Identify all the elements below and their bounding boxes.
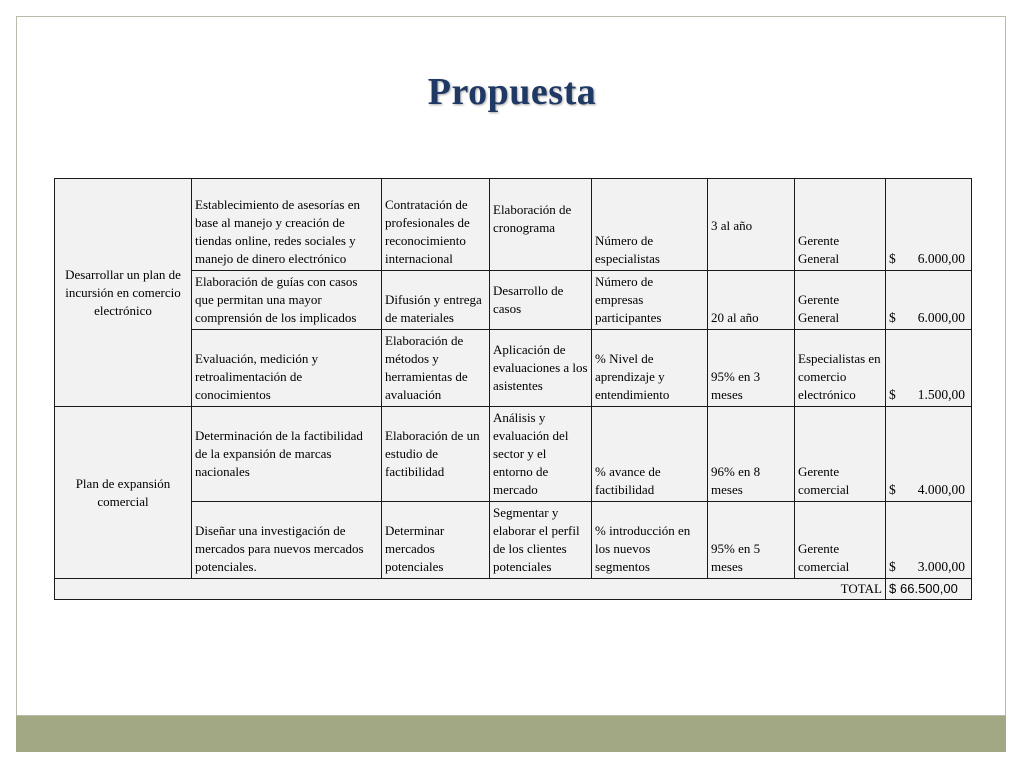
responsible-cell: Gerente General [795, 179, 886, 271]
amount-value: 3.000,00 [917, 559, 965, 574]
total-currency-symbol: $ [889, 581, 897, 596]
tactic-cell: Difusión y entrega de materiales [382, 271, 490, 330]
amount-value: 6.000,00 [917, 251, 965, 266]
table-row [55, 179, 972, 271]
goal-cell [708, 179, 795, 271]
tactic-cell: Determinar mercados potenciales [382, 502, 490, 579]
total-label: TOTAL [55, 579, 886, 600]
activity-cell [490, 271, 592, 330]
total-row [55, 579, 972, 600]
indicator-cell: % Nivel de aprendizaje y entendimiento [592, 330, 708, 407]
currency-symbol: $ [889, 387, 896, 402]
table-row [55, 407, 972, 502]
indicator-cell: % introducción en los nuevos segmentos [592, 502, 708, 579]
currency-symbol: $ [889, 559, 896, 574]
activity-text: Desarrollo de casos [493, 283, 564, 316]
amount-cell [886, 330, 972, 407]
tactic-cell: Elaboración de métodos y herramientas de avaluación [382, 330, 490, 407]
currency-symbol: $ [889, 482, 896, 497]
goal-cell: 95% en 3 meses [708, 330, 795, 407]
tactic-cell: Contratación de profesionales de reconocimiento internacional [382, 179, 490, 271]
amount-cell [886, 502, 972, 579]
responsible-cell: Gerente comercial [795, 502, 886, 579]
objective-cell: Plan de expansión comercial [55, 407, 192, 579]
goal-text: 3 al año [711, 218, 753, 233]
total-amount-cell [886, 579, 972, 600]
activity-cell [490, 330, 592, 407]
tactic-cell [382, 407, 490, 502]
footer-bar [16, 716, 1006, 752]
page-title: Propuesta [427, 71, 597, 113]
table-row [55, 330, 972, 407]
total-amount-value: 66.500,00 [900, 581, 958, 596]
proposal-table [54, 178, 972, 600]
tactic-text: Elaboración de un estudio de factibilidad [385, 428, 480, 479]
strategy-cell: Evaluación, medición y retroalimentación de conocimientos [192, 330, 382, 407]
goal-cell: 20 al año [708, 271, 795, 330]
activity-text: Aplicación de evaluaciones a los asistentes [493, 342, 588, 393]
responsible-cell: Gerente General [795, 271, 886, 330]
amount-value: 1.500,00 [917, 387, 965, 402]
activity-cell [490, 179, 592, 271]
amount-cell [886, 179, 972, 271]
strategy-text: Determinación de la factibilidad de la expansión de marcas nacionales [195, 428, 363, 479]
strategy-cell: Establecimiento de asesorías en base al manejo y creación de tiendas online, redes sociales y manejo de dinero electrónico [192, 179, 382, 271]
strategy-cell [192, 407, 382, 502]
currency-symbol: $ [889, 251, 896, 266]
goal-cell: 95% en 5 meses [708, 502, 795, 579]
indicator-cell: Número de especialistas [592, 179, 708, 271]
activity-cell: Análisis y evaluación del sector y el entorno de mercado [490, 407, 592, 502]
activity-text: Elaboración de cronograma [493, 201, 572, 235]
goal-cell: 96% en 8 meses [708, 407, 795, 502]
strategy-cell: Elaboración de guías con casos que permitan una mayor comprensión de los implicados [192, 271, 382, 330]
objective-cell: Desarrollar un plan de incursión en comercio electrónico [55, 179, 192, 407]
indicator-cell: % avance de factibilidad [592, 407, 708, 502]
table-row [55, 271, 972, 330]
table-row [55, 502, 972, 579]
currency-symbol: $ [889, 310, 896, 325]
responsible-cell: Especialistas en comercio electrónico [795, 330, 886, 407]
amount-value: 4.000,00 [917, 482, 965, 497]
amount-cell [886, 407, 972, 502]
amount-value: 6.000,00 [917, 310, 965, 325]
activity-cell: Segmentar y elaborar el perfil de los clientes potenciales [490, 502, 592, 579]
indicator-cell: Número de empresas participantes [592, 271, 708, 330]
strategy-cell: Diseñar una investigación de mercados para nuevos mercados potenciales. [192, 502, 382, 579]
amount-cell [886, 271, 972, 330]
responsible-cell: Gerente comercial [795, 407, 886, 502]
